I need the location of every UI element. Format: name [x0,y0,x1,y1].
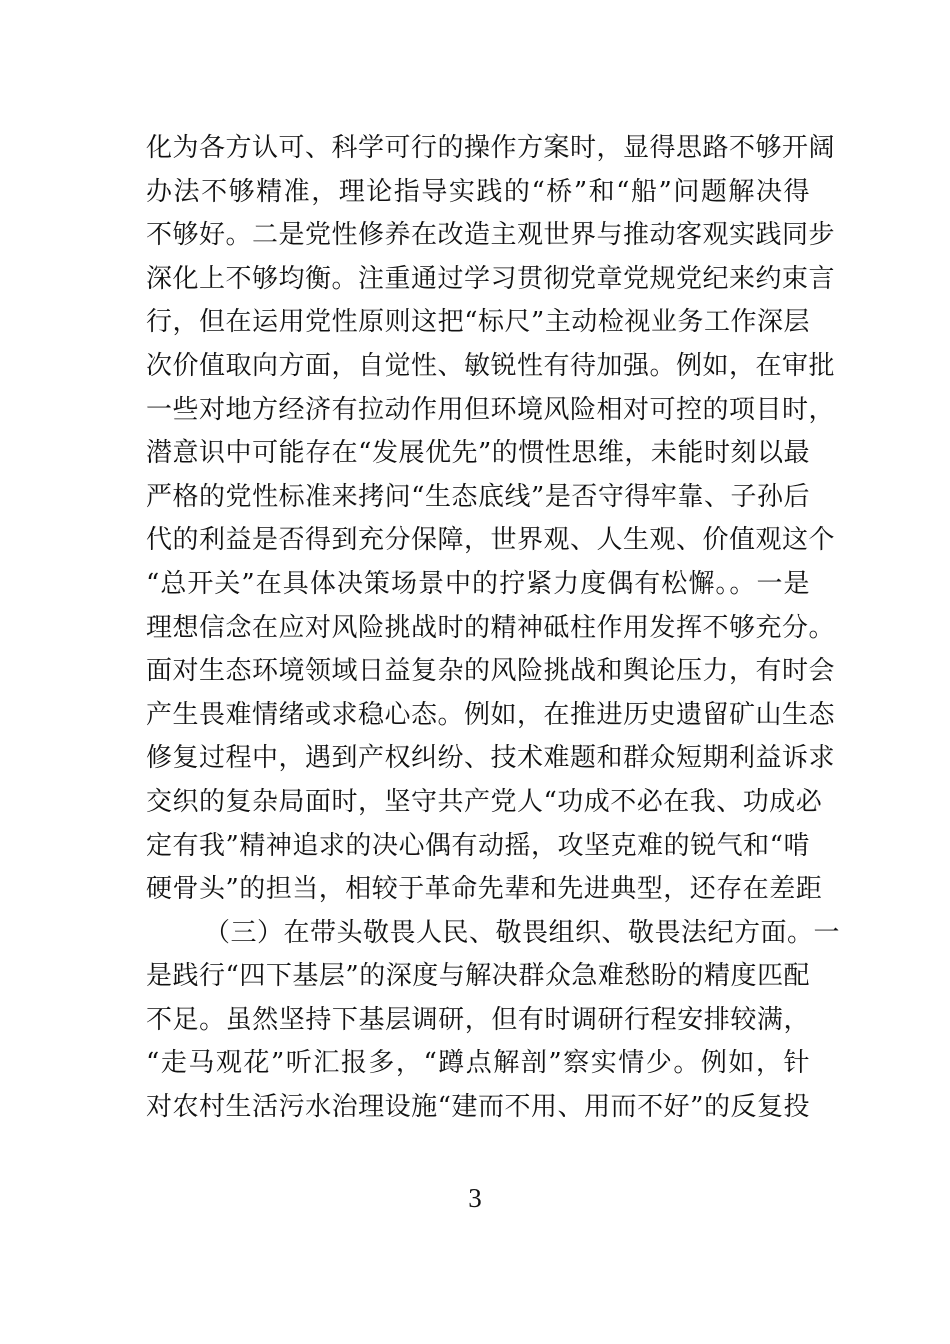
text-line: 是践行“四下基层”的深度与解决群众急难愁盼的精度匹配 [146,961,810,992]
section-heading-line: （三）在带头敬畏人民、敬畏组织、敬畏法纪方面。一 [204,917,841,948]
text-line: 理想信念在应对风险挑战时的精神砥柱作用发挥不够充分。 [146,612,836,643]
text-line: 次价值取向方面，自觉性、敏锐性有待加强。例如，在审批 [146,350,836,381]
text-line: 不够好。二是党性修养在改造主观世界与推动客观实践同步 [146,220,836,251]
text-line: 潜意识中可能存在“发展优先”的惯性思维，未能时刻以最 [146,438,810,469]
text-line: “总开关”在具体决策场景中的拧紧力度偶有松懈。。一是 [146,568,810,599]
text-line: 产生畏难情绪或求稳心态。例如，在推进历史遗留矿山生态 [146,699,836,730]
text-line: 代的利益是否得到充分保障，世界观、人生观、价值观这个 [146,525,836,556]
text-line: 严格的党性标准来拷问“生态底线”是否守得牢靠、子孙后 [146,481,810,512]
text-line: 不足。虽然坚持下基层调研，但有时调研行程安排较满， [146,1004,810,1035]
text-line: 硬骨头”的担当，相较于革命先辈和先进典型，还存在差距 [146,874,823,905]
page-number: 3 [468,1183,482,1213]
text-line: 交织的复杂局面时，坚守共产党人“功成不必在我、功成必 [146,786,823,817]
text-line: 修复过程中，遇到产权纠纷、技术难题和群众短期利益诉求 [146,743,836,774]
text-line: 行，但在运用党性原则这把“标尺”主动检视业务工作深层 [146,307,810,338]
text-line: 定有我”精神追求的决心偶有动摇，攻坚克难的锐气和“啃 [146,830,810,861]
text-line: “走马观花”听汇报多，“蹲点解剖”察实情少。例如，针 [146,1048,810,1079]
text-line: 深化上不够均衡。注重通过学习贯彻党章党规党纪来约束言 [146,263,836,294]
text-line: 化为各方认可、科学可行的操作方案时，显得思路不够开阔 [146,133,836,163]
text-line: 办法不够精准，理论指导实践的“桥”和“船”问题解决得 [146,176,810,207]
text-line: 对农村生活污水治理设施“建而不用、用而不好”的反复投 [146,1092,810,1123]
body-text [146,127,841,1130]
text-line: 面对生态环境领域日益复杂的风险挑战和舆论压力，有时会 [146,656,836,687]
text-line: 一些对地方经济有拉动作用但环境风险相对可控的项目时， [146,394,836,425]
